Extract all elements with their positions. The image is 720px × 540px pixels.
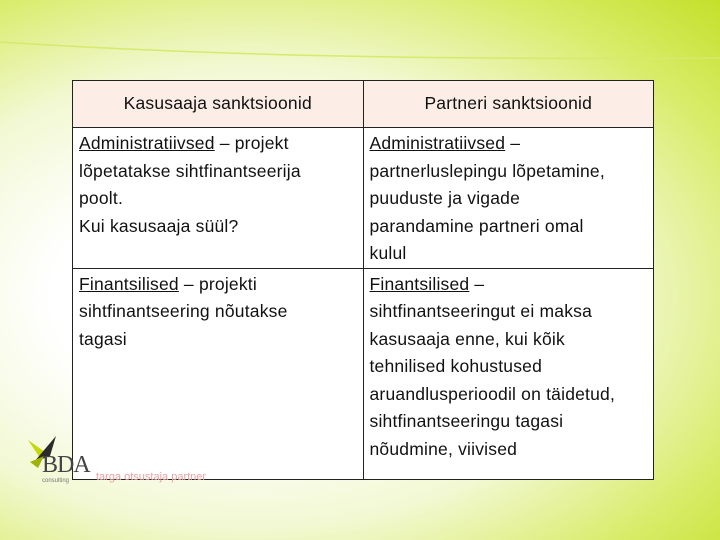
logo-wordmark: BDA [42,452,90,478]
header-partner-sanctions: Partneri sanktsioonid [363,81,654,128]
tagline: targa otsustaja partner [96,471,207,483]
table-row [73,128,654,269]
cell-beneficiary-financial: Finantsilised – projekti sihtfinantseering nõutakse tagasi [73,268,364,480]
header-beneficiary-sanctions: Kasusaaja sanktsioonid [73,81,364,128]
sanctions-table [72,80,654,480]
term-financial: Finantsilised [369,273,470,294]
table-header-row [73,81,654,128]
term-administrative: Administratiivsed [79,133,215,153]
cell-partner-administrative: Administratiivsed – partnerluslepingu lõpetamine, puuduste ja vigade parandamine partneri omal kulul [363,128,654,269]
cell-beneficiary-administrative: Administratiivsed – projekt lõpetatakse sihtfinantseerija poolt. Kui kasusaaja süül? [73,128,364,269]
term-administrative: Administratiivsed [369,133,506,153]
cell-partner-financial: Finantsilised – sihtfinantseeringut ei maksa kasusaaja enne, kui kõik tehnilised kohustused aruandlusperioodil on täidetud, sihtfinantseeringu tagasi nõudmine, viivised [363,268,654,480]
term-financial: Finantsilised [79,273,179,294]
logo-subtitle: consulting [42,478,70,484]
